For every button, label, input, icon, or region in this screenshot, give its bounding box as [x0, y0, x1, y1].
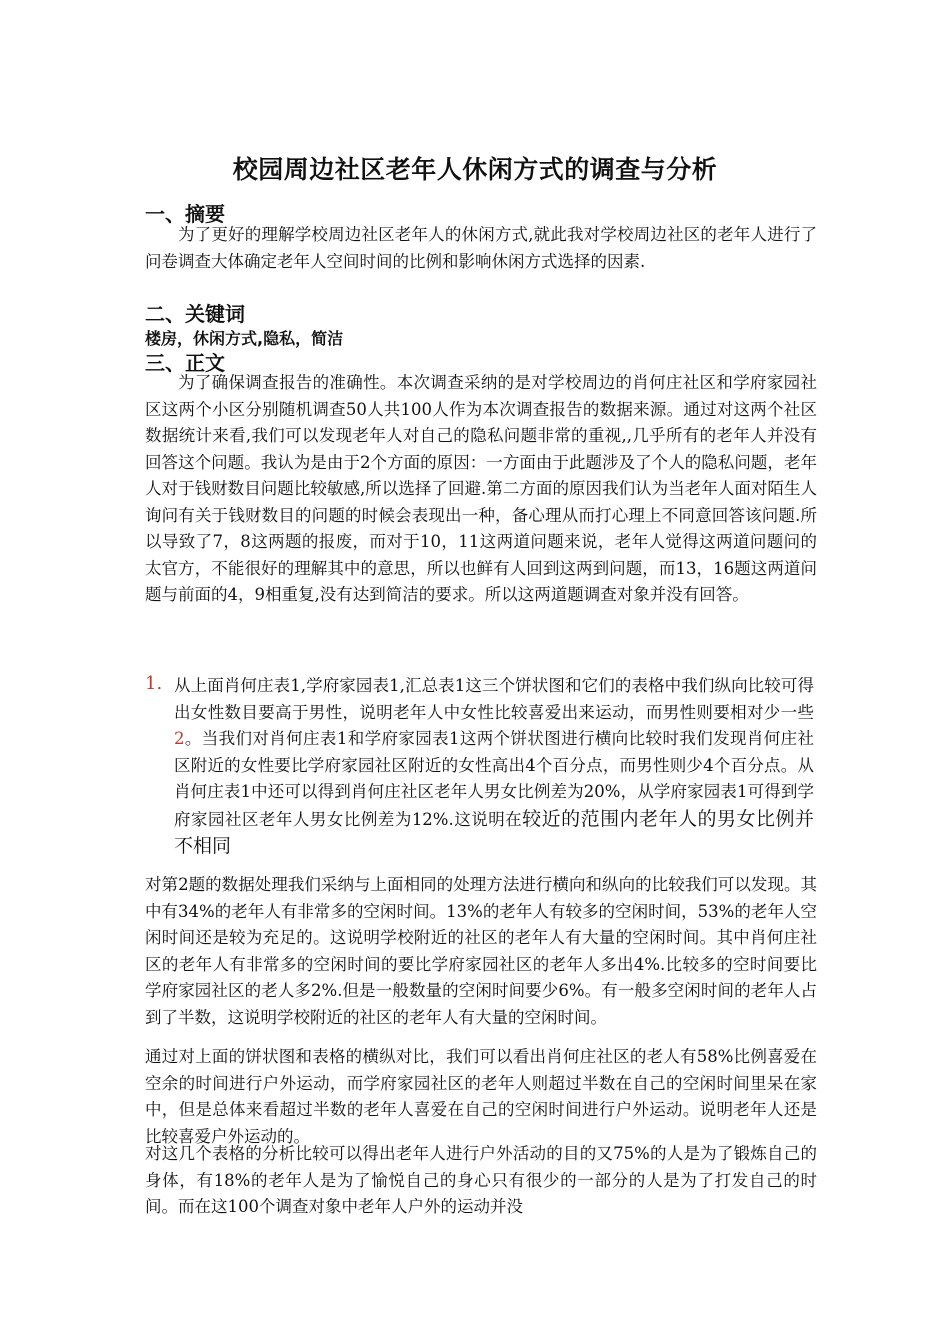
body-text: 为了确保调查报告的准确性。本次调查采纳的是对学校周边的肖何庄社区和学府家园社区这两个小区分别随机调查50人共100人作为本次调查报告的数据来源。通过对这两个社区数据统计来看,我们可以发现老年人对自己的隐私问题非常的重视,,几乎所有的老年人并没有回答这个问题。我认为是由于2个方面的原因：一方面由于此题涉及了个人的隐私问题，老年人对于钱财数目问题比较敏感,所以选择了回避.第二方面的原因我们认为当老年人面对陌生人询问有关于钱财数目的问题的时候会表现出一种，备心理从而打心理上不同意回答该问题.所以导致了7，8这两题的报废，而对于10，11这两道问题来说，老年人觉得这两道问题问的太官方，不能很好的理解其中的意思，所以也鲜有人回到这两到问题，而13，16题这两道问题与前面的4，9相重复,没有达到简洁的要求。所以这两道题调查对象并没有回答。 [145, 373, 817, 604]
list-number: 1. [145, 673, 163, 694]
list-text-a: 从上面肖何庄表1,学府家园表1,汇总表1这三个饼状图和它们的表格中我们纵向比较可得出女性数目要高于男性，说明老年人中女性比较喜爱出来运动，而男性则要相对少一些 [174, 676, 814, 722]
paragraph-2: 通过对上面的饼状图和表格的横纵对比，我们可以看出肖何庄社区的老人有58%比例喜爱在空余的时间进行户外运动，而学府家园社区的老年人则超过半数在自己的空闲时间里呆在家中，但是总体来看超过半数的老年人喜爱在自己的空闲时间进行户外运动。说明老年人还是比较喜爱户外运动的。 [145, 1047, 817, 1146]
abstract-heading: 一、摘要 [145, 202, 225, 226]
paragraph-1: 对第2题的数据处理我们采纳与上面相同的处理方法进行横向和纵向的比较我们可以发现。其中有34%的老年人有非常多的空闲时间。13%的老年人有较多的空闲时间，53%的老年人空闲时间还是较为充足的。这说明学校附近的社区的老年人有大量的空闲时间。其中肖何庄社区的老年人有非常多的空闲时间的要比学府家园社区的老年人多出4%.比较多的空时间要比学府家园社区的老人多2%.但是一般数量的空闲时间要少6%。有一般多空闲时间的老年人占到了半数，这说明学校附近的社区的老年人有大量的空闲时间。 [145, 875, 817, 1027]
paragraph-3: 对这几个表格的分析比较可以得出老年人进行户外活动的目的又75%的人是为了锻炼自己的身体，有18%的老年人是为了愉悦自己的身心只有很少的一部分的人是为了打发自己的时间。而在这100个调查对象中老年人户外的运动并没 [145, 1144, 817, 1216]
keywords-heading: 二、关键词 [145, 302, 245, 326]
list-text-b: 。当我们对肖何庄表1和学府家园表1这两个饼状图进行横向比较时我们发现肖何庄社区附近的女性要比学府家园社区附近的女性高出4个百分点，而男性则少4个百分点。从肖何庄表1中还可以得到肖何庄社区老年人男女比例差为20%，从学府家园表1可得到学府家园社区老年人男女比例差为12%.这说明在 [174, 729, 814, 829]
list-item-text [174, 673, 814, 861]
footnote-marker: 2 [174, 729, 185, 748]
abstract-text: 为了更好的理解学校周边社区老年人的休闲方式,就此我对学校周边社区的老年人进行了问卷调查大体确定老年人空间时间的比例和影响休闲方式选择的因素. [145, 225, 817, 271]
document-title: 校园周边社区老年人休闲方式的调查与分析 [232, 155, 718, 184]
keywords-text: 楼房，休闲方式,隐私，简洁 [145, 329, 344, 348]
body-heading: 三、正文 [145, 351, 225, 375]
list-text-c: 较近的范围内老年人的男女比例并不相同 [174, 807, 814, 857]
